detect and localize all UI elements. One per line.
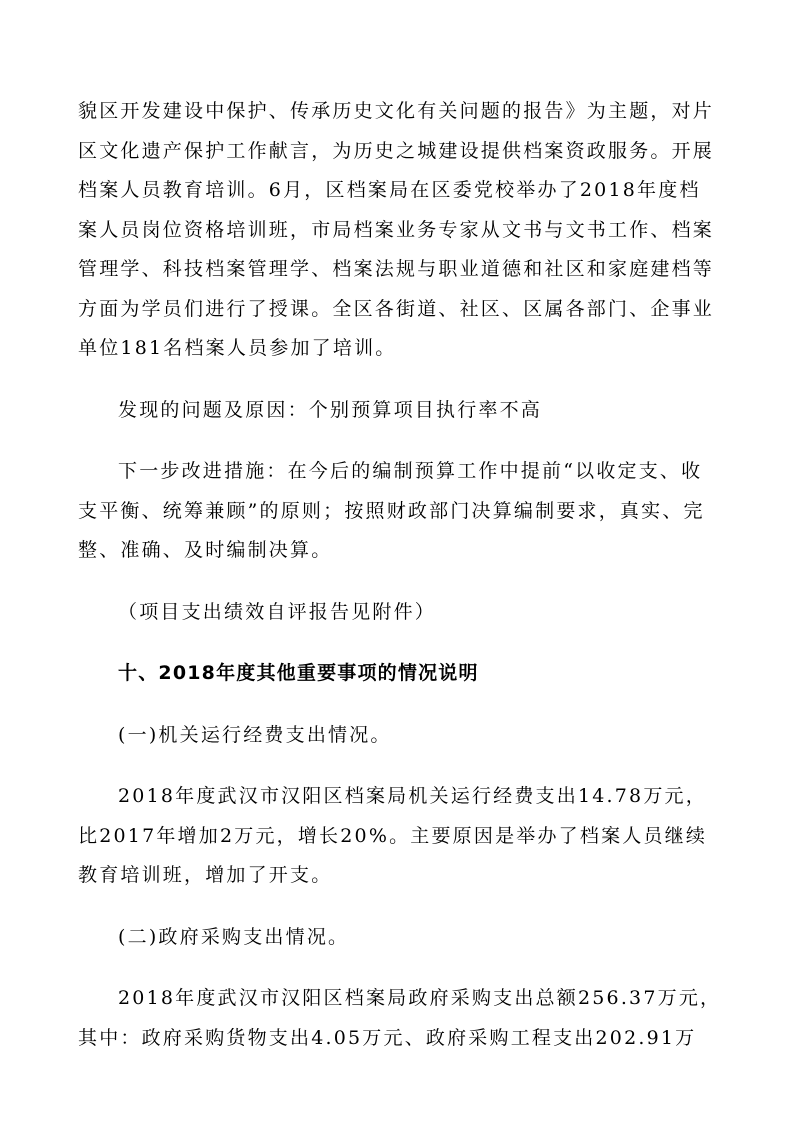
text-line: 下一步改进措施：在今后的编制预算工作中提前“以收定支、收 bbox=[118, 460, 703, 482]
subsection-body-2 bbox=[78, 979, 722, 1058]
section-heading: 十、2018年度其他重要事项的情况说明 bbox=[118, 662, 479, 684]
text-line: 貌区开发建设中保护、传承历史文化有关问题的报告》为主题，对片 bbox=[78, 100, 715, 122]
problems-paragraph: 发现的问题及原因：个别预算项目执行率不高 bbox=[118, 398, 543, 421]
subsection-title-1: (一)机关运行经费支出情况。 bbox=[118, 723, 392, 746]
next-steps-paragraph bbox=[78, 452, 716, 571]
text-line: 区文化遗产保护工作献言，为历史之城建设提供档案资政服务。开展 bbox=[78, 139, 715, 162]
text-line: 比2017年增加2万元，增长20%。主要原因是举办了档案人员继续 bbox=[78, 824, 708, 847]
text-line: 教育培训班，增加了开支。 bbox=[78, 864, 333, 886]
text-line: 其中：政府采购货物支出4.05万元、政府采购工程支出202.91万 bbox=[78, 1026, 697, 1049]
text-line: 方面为学员们进行了授课。全区各街道、社区、区属各部门、企事业 bbox=[78, 297, 715, 320]
text-line: 单位181名档案人员参加了培训。 bbox=[78, 337, 397, 359]
text-line: 支平衡、统筹兼顾”的原则；按照财政部门决算编制要求，真实、完 bbox=[78, 499, 705, 522]
text-line: 档案人员教育培训。6月，区档案局在区委党校举办了2018年度档 bbox=[78, 179, 701, 201]
attachment-note: （项目支出绩效自评报告见附件） bbox=[118, 600, 437, 623]
subsection-title-2: (二)政府采购支出情况。 bbox=[118, 925, 350, 948]
text-line: 2018年度武汉市汉阳区档案局政府采购支出总额256.37万元， bbox=[118, 987, 722, 1009]
text-line: 2018年度武汉市汉阳区档案局机关运行经费支出14.78万元， bbox=[118, 785, 707, 807]
text-line: 整、准确、及时编制决算。 bbox=[78, 539, 333, 561]
text-line: 案人员岗位资格培训班，市局档案业务专家从文书与文书工作、档案 bbox=[78, 218, 715, 241]
intro-paragraph bbox=[78, 92, 716, 369]
subsection-body-1 bbox=[78, 777, 716, 896]
text-line: 管理学、科技档案管理学、档案法规与职业道德和社区和家庭建档等 bbox=[78, 258, 715, 280]
